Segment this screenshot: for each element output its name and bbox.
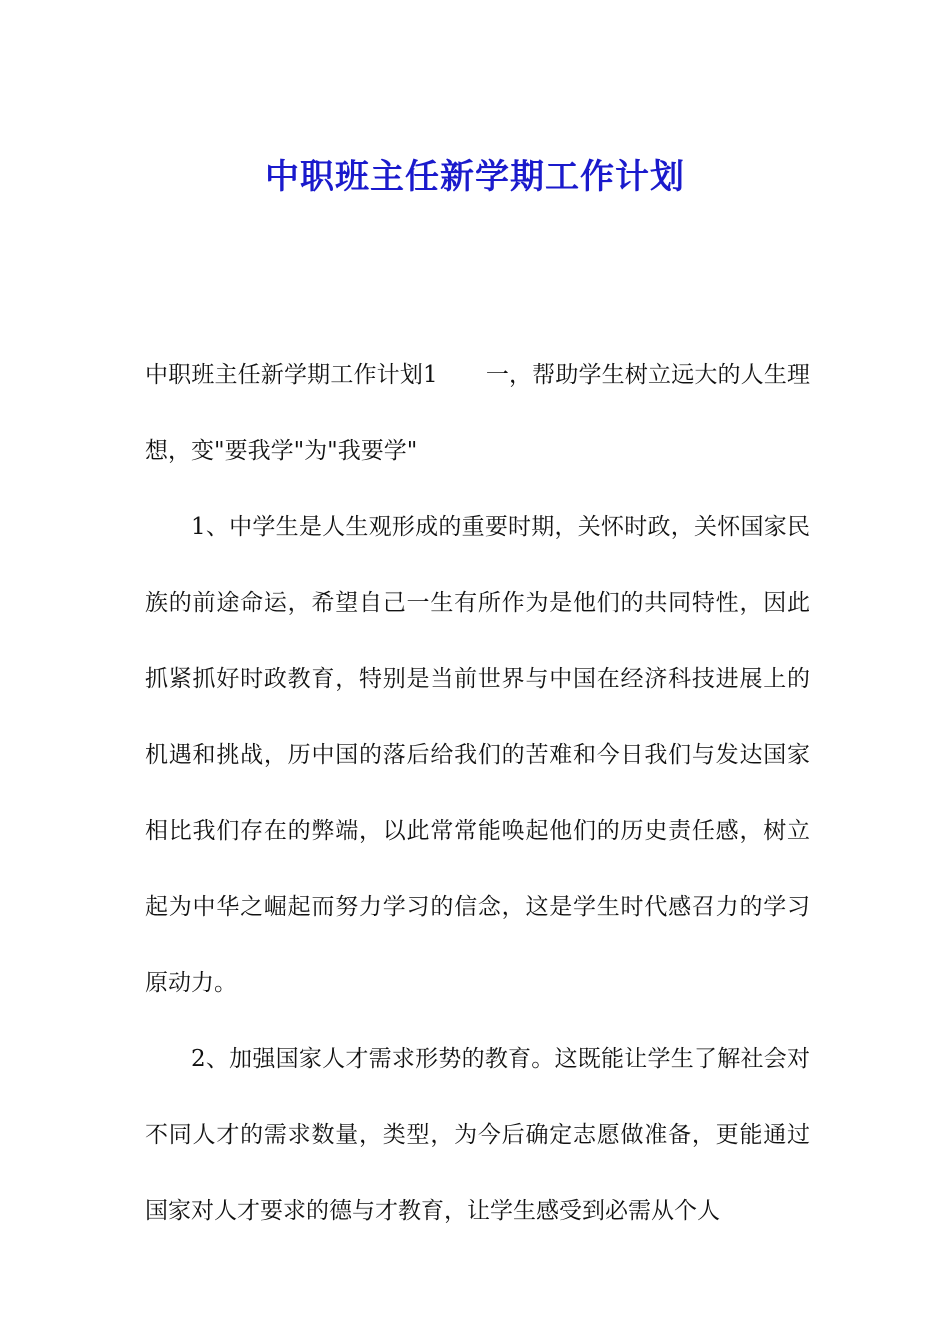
- body-paragraph: 2、加强国家人才需求形势的教育。这既能让学生了解社会对不同人才的需求数量，类型，为今后确定志愿做准备，更能通过国家对人才要求的德与才教育，让学生感受到必需从个人: [145, 1046, 810, 1224]
- document-title: 中职班主任新学期工作计划: [265, 156, 685, 197]
- document-body: [145, 337, 810, 1249]
- body-paragraph: 1、中学生是人生观形成的重要时期，关怀时政，关怀国家民族的前途命运，希望自己一生有所作为是他们的共同特性，因此抓紧抓好时政教育，特别是当前世界与中国在经济科技进展上的机遇和挑战，历中国的落后给我们的苦难和今日我们与发达国家相比我们存在的弊端，以此常常能唤起他们的历史责任感，树立起为中华之崛起而努力学习的信念，这是学生时代感召力的学习原动力。: [145, 514, 810, 996]
- intro-text: 一，帮助学生树立远大的人生理想，变"要我学"为"我要学": [145, 362, 811, 464]
- intro-paragraph: [145, 337, 810, 489]
- intro-heading: 中职班主任新学期工作计划1: [145, 362, 438, 388]
